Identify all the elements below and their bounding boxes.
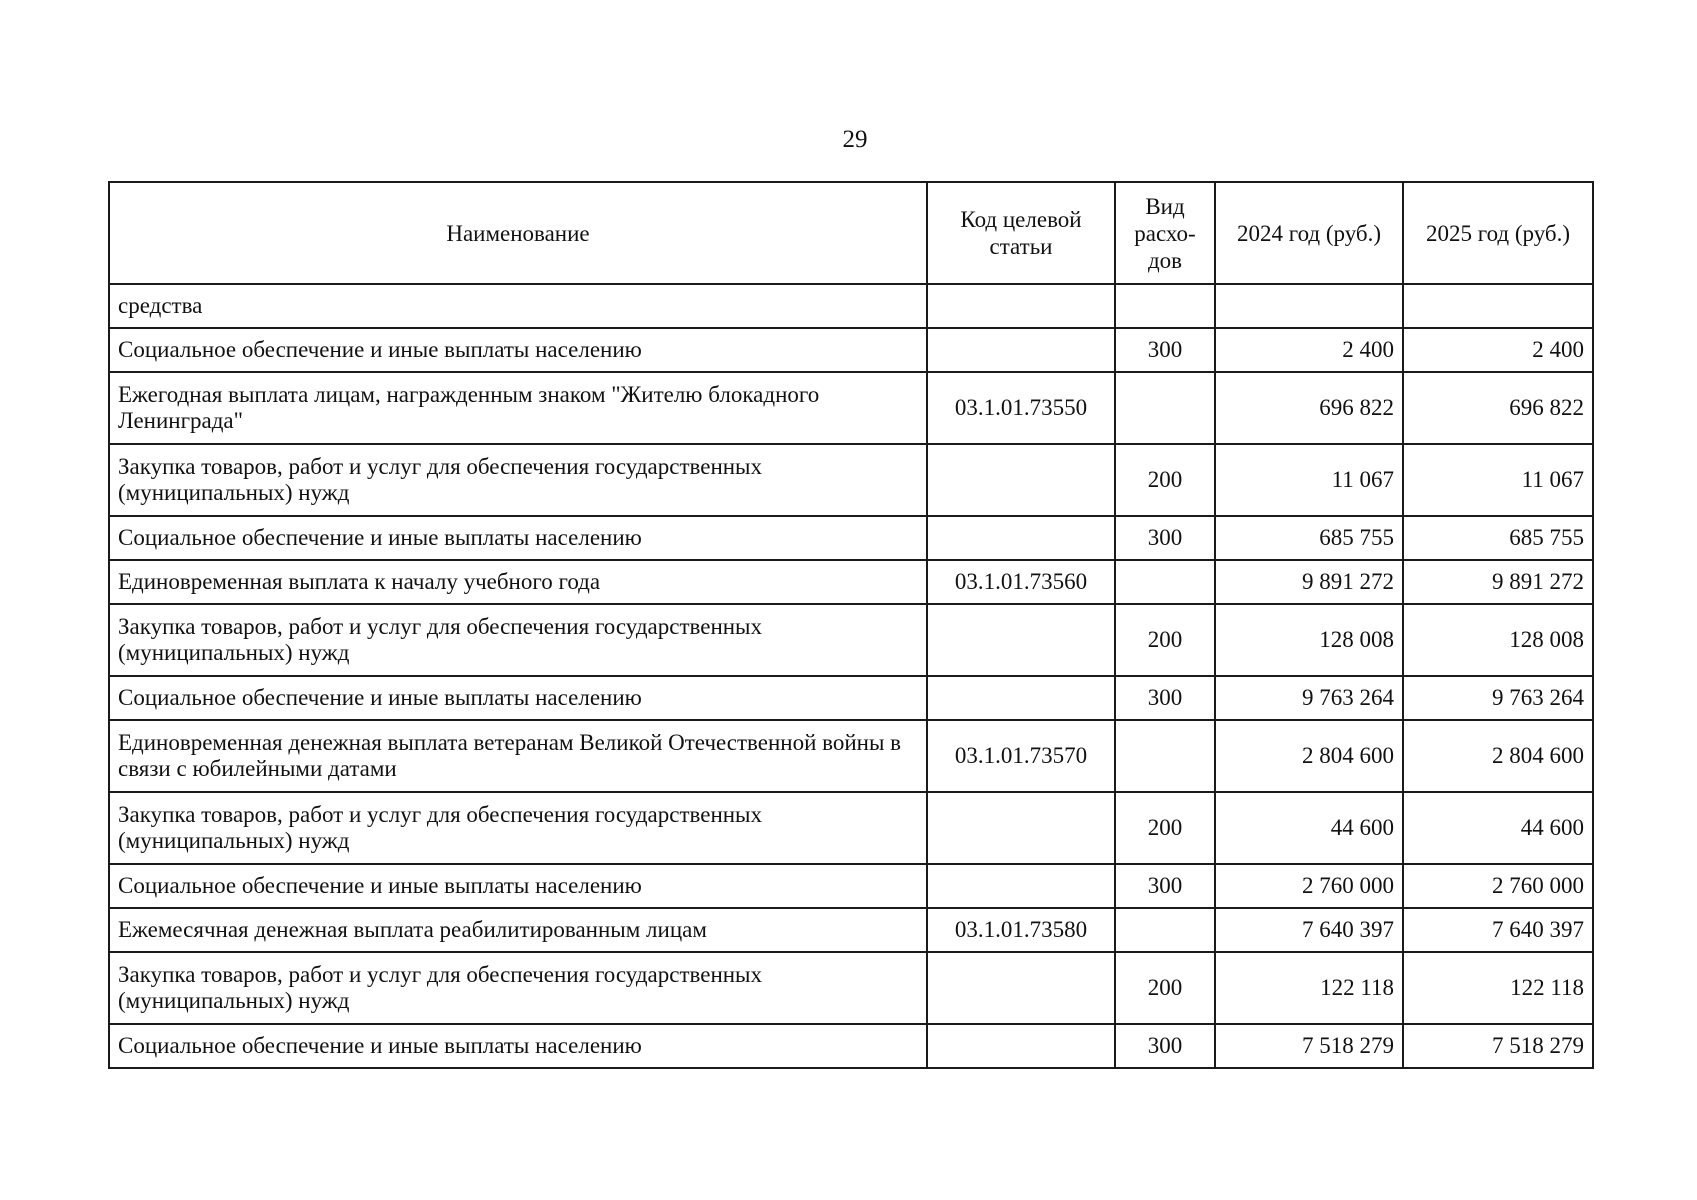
row-kind: 300 (1115, 676, 1215, 720)
row-2024: 2 804 600 (1215, 720, 1403, 792)
row-2025 (1403, 284, 1593, 328)
table-row (109, 372, 1593, 444)
row-kind (1115, 908, 1215, 952)
row-2024: 44 600 (1215, 792, 1403, 864)
row-code (927, 328, 1115, 372)
header-2024: 2024 год (руб.) (1215, 182, 1403, 284)
row-2025: 2 804 600 (1403, 720, 1593, 792)
row-2025: 9 891 272 (1403, 560, 1593, 604)
row-code (927, 1024, 1115, 1068)
row-code (927, 444, 1115, 516)
row-2024: 7 640 397 (1215, 908, 1403, 952)
header-2025: 2025 год (руб.) (1403, 182, 1593, 284)
row-2024: 128 008 (1215, 604, 1403, 676)
header-kind: Вид расхо-дов (1115, 182, 1215, 284)
row-name: Единовременная денежная выплата ветеранам Великой Отечественной войны в связи с юбилейными датами (109, 720, 927, 792)
row-2025: 9 763 264 (1403, 676, 1593, 720)
table-row (109, 444, 1593, 516)
row-2025: 44 600 (1403, 792, 1593, 864)
row-2024: 2 400 (1215, 328, 1403, 372)
row-2024: 2 760 000 (1215, 864, 1403, 908)
row-kind: 200 (1115, 952, 1215, 1024)
row-kind: 300 (1115, 328, 1215, 372)
table-row (109, 952, 1593, 1024)
row-2025: 7 640 397 (1403, 908, 1593, 952)
row-kind (1115, 284, 1215, 328)
table-row (109, 676, 1593, 720)
row-code: 03.1.01.73560 (927, 560, 1115, 604)
row-2025: 696 822 (1403, 372, 1593, 444)
row-name: средства (109, 284, 927, 328)
row-2024: 696 822 (1215, 372, 1403, 444)
table-row (109, 908, 1593, 952)
row-name: Ежемесячная денежная выплата реабилитированным лицам (109, 908, 927, 952)
row-name: Социальное обеспечение и иные выплаты населению (109, 1024, 927, 1068)
row-code: 03.1.01.73550 (927, 372, 1115, 444)
row-code (927, 604, 1115, 676)
row-name: Закупка товаров, работ и услуг для обеспечения государственных (муниципальных) нужд (109, 952, 927, 1024)
table-row (109, 516, 1593, 560)
row-kind: 300 (1115, 864, 1215, 908)
row-name: Социальное обеспечение и иные выплаты населению (109, 676, 927, 720)
row-code (927, 864, 1115, 908)
row-kind: 300 (1115, 1024, 1215, 1068)
row-2025: 685 755 (1403, 516, 1593, 560)
row-kind: 200 (1115, 792, 1215, 864)
row-2024: 7 518 279 (1215, 1024, 1403, 1068)
table-row (109, 284, 1593, 328)
row-2025: 11 067 (1403, 444, 1593, 516)
row-name: Единовременная выплата к началу учебного года (109, 560, 927, 604)
row-kind (1115, 372, 1215, 444)
row-2024: 9 891 272 (1215, 560, 1403, 604)
table-row (109, 792, 1593, 864)
row-code (927, 952, 1115, 1024)
page-number: 29 (842, 126, 868, 153)
header-code: Код целевой статьи (927, 182, 1115, 284)
row-kind: 200 (1115, 444, 1215, 516)
row-kind: 200 (1115, 604, 1215, 676)
table-row (109, 864, 1593, 908)
row-name: Закупка товаров, работ и услуг для обеспечения государственных (муниципальных) нужд (109, 604, 927, 676)
table-row (109, 604, 1593, 676)
row-2025: 122 118 (1403, 952, 1593, 1024)
row-kind: 300 (1115, 516, 1215, 560)
row-2024: 685 755 (1215, 516, 1403, 560)
budget-table (108, 181, 1594, 1069)
header-name: Наименование (109, 182, 927, 284)
row-code (927, 676, 1115, 720)
row-code (927, 792, 1115, 864)
row-2024: 122 118 (1215, 952, 1403, 1024)
row-kind (1115, 720, 1215, 792)
row-code (927, 516, 1115, 560)
row-name: Социальное обеспечение и иные выплаты населению (109, 328, 927, 372)
row-code (927, 284, 1115, 328)
table-row (109, 1024, 1593, 1068)
row-code: 03.1.01.73570 (927, 720, 1115, 792)
row-name: Социальное обеспечение и иные выплаты населению (109, 516, 927, 560)
row-name: Ежегодная выплата лицам, награжденным знаком "Жителю блокадного Ленинграда" (109, 372, 927, 444)
row-2024: 11 067 (1215, 444, 1403, 516)
row-2025: 2 760 000 (1403, 864, 1593, 908)
row-2025: 2 400 (1403, 328, 1593, 372)
row-name: Закупка товаров, работ и услуг для обеспечения государственных (муниципальных) нужд (109, 444, 927, 516)
table-row (109, 328, 1593, 372)
row-name: Закупка товаров, работ и услуг для обеспечения государственных (муниципальных) нужд (109, 792, 927, 864)
table-header-row (109, 182, 1593, 284)
table-row (109, 720, 1593, 792)
row-2025: 7 518 279 (1403, 1024, 1593, 1068)
row-2024 (1215, 284, 1403, 328)
row-kind (1115, 560, 1215, 604)
row-name: Социальное обеспечение и иные выплаты населению (109, 864, 927, 908)
table-row (109, 560, 1593, 604)
row-code: 03.1.01.73580 (927, 908, 1115, 952)
row-2024: 9 763 264 (1215, 676, 1403, 720)
row-2025: 128 008 (1403, 604, 1593, 676)
